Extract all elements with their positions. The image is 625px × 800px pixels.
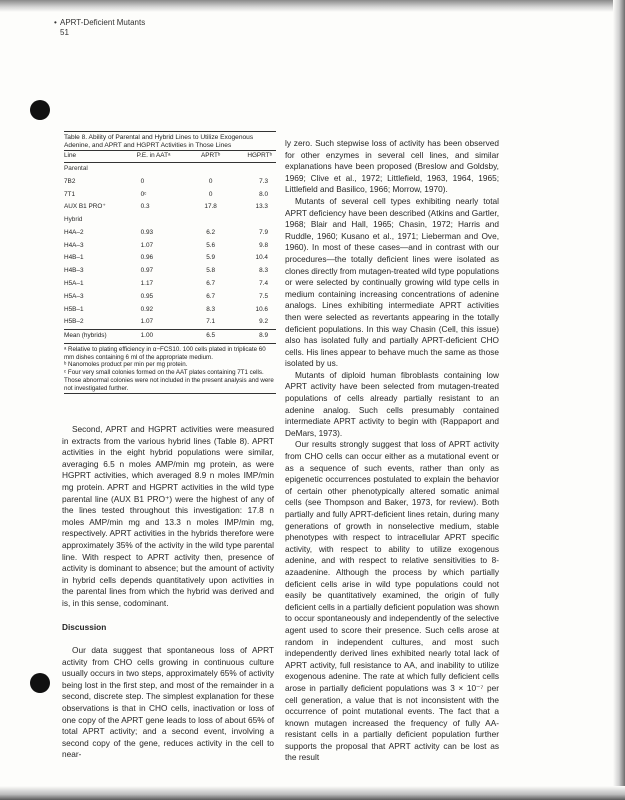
- table-cell: 7.4: [259, 280, 268, 288]
- punch-hole-top: [30, 100, 50, 120]
- table-body: [64, 162, 276, 343]
- table-cell: 7B2: [64, 177, 76, 185]
- paragraph: Our results strongly suggest that loss of APRT activity from CHO cells can occur either as a mutational event or as a sequence of such events, rather than only as epigenetic occurrences postulated to explain the behavior of certain other phenotypically altered somatic animal cells (see Thompson and Baker, 1973, for review). Both partially and fully APRT-deficient lines retain, during many generations of growth in nonselective medium, stable phenotypes with respect to intracellular APRT specific activity, with respect to ability to utilize exogenous adenine, and with respect to relative sensitivities to 8-azaadenine. Although the process by which partially deficient cells arise in wild type populations could not easily be quantitatively examined, the origin of fully deficient cells in a partially deficient population was shown to occur spontaneously and independently of the selective agent used to score their presence. Such cells arose at random in independent cultures, and most such independently derived lines exhibited nearly total lack of APRT activity, full resistance to AA, and inability to utilize exogenous adenine. The rate at which fully deficient cells arose in partially deficient populations was 3 × 10⁻⁷ per cell generation, a value that is not inconsistent with the occurrence of point mutational events. The fact that a known mutagen increased the frequency of fully AA-resistant cells in a partially deficient population further supports the proposal that APRT activity can be lost as the result: [285, 439, 499, 763]
- right-column: [285, 138, 499, 764]
- table-cell: 0: [140, 177, 145, 185]
- table-row: [64, 201, 276, 214]
- data-table: [64, 150, 276, 343]
- running-header: [54, 18, 146, 38]
- table-cell: 9.2: [259, 318, 268, 326]
- table-mean-row: [64, 329, 276, 343]
- left-column: [62, 424, 274, 761]
- table-cell: 10.6: [255, 305, 268, 313]
- table-cell: 1.17: [140, 280, 154, 288]
- table-cell: H4A–2: [64, 228, 84, 236]
- table-cell: 8.9: [227, 329, 276, 343]
- paragraph: ly zero. Such stepwise loss of activity has been observed for other enzymes in several cell lines, and similar explanations have been proposed (Breslow and Goldsby, 1969; Clive et al., 1972; Littlefield, 1963, 1964, 1965; Littlefield and Basilico, 1966; Morrow, 1970).: [285, 138, 499, 195]
- table-cell: 17.8: [204, 203, 217, 211]
- table-cell: 0.95: [140, 292, 154, 300]
- table-cell: 1.00: [137, 329, 195, 343]
- table-cell: 6.5: [194, 329, 227, 343]
- table-cell: 6.7: [206, 280, 216, 288]
- table-row: [64, 239, 276, 252]
- paragraph: Second, APRT and HGPRT activities were measured in extracts from the various hybrid lines (Table 8). APRT activities in the eight hybrid populations were similar, averaging 6.5 n moles AMP/min mg protein, as were HGPRT activities, which averaged 8.9 n moles IMP/min mg protein. APRT and HGPRT activities in the wild type parental line (AUX B1 PRO⁺) were the highest of any of the lines tested throughout this investigation: 17.8 n moles AMP/min mg and 13.3 n moles IMP/min mg, respectively. APRT activities in the hybrids therefore were approximately 35% of the activity in the wild type parental line. With respect to APRT activity then, presence of activity is dominant to absence; but the amount of activity in hybrid cells depends quantitatively upon activities in the parental lines from which the hybrid was derived and is, in this sense, codominant.: [62, 424, 274, 608]
- group-label: Hybrid: [64, 216, 83, 224]
- table-cell: H5B–2: [64, 318, 84, 326]
- table-row: [64, 227, 276, 240]
- table-row: [64, 188, 276, 201]
- table-cell: 0.96: [140, 254, 154, 262]
- scan-top-edge: [0, 0, 625, 12]
- table-cell: 0.3: [140, 203, 150, 211]
- table-cell: 8.3: [206, 305, 216, 313]
- table-row: [64, 252, 276, 265]
- table-cell: 9.8: [259, 241, 268, 249]
- table-cell: H5A–3: [64, 292, 84, 300]
- table-cell: H4A–3: [64, 241, 84, 249]
- col-header-aprt: APRTᵇ: [194, 151, 227, 162]
- col-header-line: Line: [64, 151, 137, 162]
- table-cell: 10.4: [255, 254, 268, 262]
- paragraph: Mutants of diploid human fibroblasts containing low APRT activity have been selected from mutagen-treated populations of cells already partially resistant to an adenine analog. Such cells presumably contained intermediate APRT activity to begin with (Rappaport and DeMars, 1973).: [285, 369, 499, 438]
- table-cell: 8.0: [259, 190, 268, 198]
- col-header-pe: P.E. in AATᵃ: [137, 151, 195, 162]
- table-row: [64, 175, 276, 188]
- table-cell: AUX B1 PRO⁺: [64, 203, 106, 211]
- footnote: ᶜ Four very small colonies formed on the AAT plates containing 7T1 cells. Those abnormal colonies were not included in the present analysis and were not investigated further.: [64, 369, 276, 393]
- table-cell: 0ᶜ: [140, 190, 147, 198]
- footnote: ᵃ Relative to plating efficiency in α−FCS10. 100 cells plated in triplicate 60 mm dishes containing 6 ml of the appropriate medium.: [64, 345, 266, 361]
- table-row: [64, 316, 276, 329]
- paragraph: Mutants of several cell types exhibiting nearly total APRT deficiency have been described (Atkins and Gartler, 1968; Blair and Hall, 1965; Chasin, 1972; Harris and Ruddle, 1960; Kusano et al., 1971; Lieberman and Ove, 1960). In most of these cases—and in contrast with our procedures—the totally deficient lines were isolated as clones directly from mutagen-treated wild type populations or were selected by continually growing wild type cells in medium containing increasing concentrations of adenine analogs. Lines exhibiting intermediate APRT activities then were selected as revertants appearing in the totally deficient populations. In this way Chasin (Cell, this issue) also has isolated fully and partially APRT-deficient CHO cells. His lines appear to behave much the same as those isolated by us.: [285, 195, 499, 369]
- scan-right-edge: [613, 0, 625, 800]
- table-footnotes: [64, 346, 276, 394]
- table-8: [64, 131, 276, 394]
- table-cell: 7.5: [259, 292, 268, 300]
- table-header-row: [64, 151, 276, 162]
- table-row: [64, 291, 276, 304]
- table-cell: 5.6: [206, 241, 216, 249]
- table-cell: 6.2: [206, 228, 216, 236]
- table-cell: 1.07: [140, 318, 154, 326]
- table-cell: 5.9: [206, 254, 216, 262]
- group-label: Parental: [64, 164, 88, 172]
- table-cell: 1.07: [140, 241, 154, 249]
- page-number: 51: [60, 28, 69, 37]
- paragraph: Our data suggest that spontaneous loss of APRT activity from CHO cells growing in continuous culture usually occurs in two steps, approximately 65% of activity being lost in the first step, and most of the remainder in a second, discrete step. The simplest explanation for these observations is that in CHO cells, inactivation or loss of one copy of the APRT gene leads to loss of about 65% of total APRT activity; and a second event, involving a second copy of the gene, reduces activity in the cell to near-: [62, 645, 274, 760]
- table-cell: 7.1: [206, 318, 216, 326]
- table-cell: H4B–1: [64, 254, 84, 262]
- table-row: [64, 265, 276, 278]
- section-heading-discussion: Discussion: [62, 621, 107, 632]
- running-title: APRT-Deficient Mutants: [60, 18, 146, 27]
- header-bullet: •: [54, 18, 57, 27]
- table-cell: 8.3: [259, 267, 268, 275]
- table-cell: H5A–1: [64, 280, 84, 288]
- punch-hole-bottom: [30, 673, 50, 693]
- table-group-row: [64, 214, 276, 227]
- table-row: [64, 278, 276, 291]
- table-caption: Table 8. Ability of Parental and Hybrid Lines to Utilize Exogenous Adenine, and APRT and HGPRT Activities in Those Lines: [64, 131, 276, 150]
- table-cell: 6.7: [206, 292, 216, 300]
- table-cell: 0.92: [140, 305, 154, 313]
- table-cell: Mean (hybrids): [64, 329, 137, 343]
- table-cell: 5.8: [206, 267, 216, 275]
- table-cell: 0: [208, 190, 213, 198]
- footnote: ᵇ Nanomoles product per min per mg protein.: [64, 361, 188, 369]
- table-cell: 7.9: [259, 228, 268, 236]
- scan-bottom-edge: [0, 786, 625, 800]
- table-cell: 7T1: [64, 190, 76, 198]
- table-cell: 0.93: [140, 228, 154, 236]
- table-cell: H5B–1: [64, 305, 84, 313]
- table-row: [64, 303, 276, 316]
- table-cell: 0.97: [140, 267, 154, 275]
- table-cell: H4B–3: [64, 267, 84, 275]
- table-cell: 0: [208, 177, 213, 185]
- table-cell: 13.3: [255, 203, 268, 211]
- table-cell: 7.3: [259, 177, 268, 185]
- table-group-row: [64, 162, 276, 175]
- col-header-hgprt: HGPRTᵇ: [227, 151, 276, 162]
